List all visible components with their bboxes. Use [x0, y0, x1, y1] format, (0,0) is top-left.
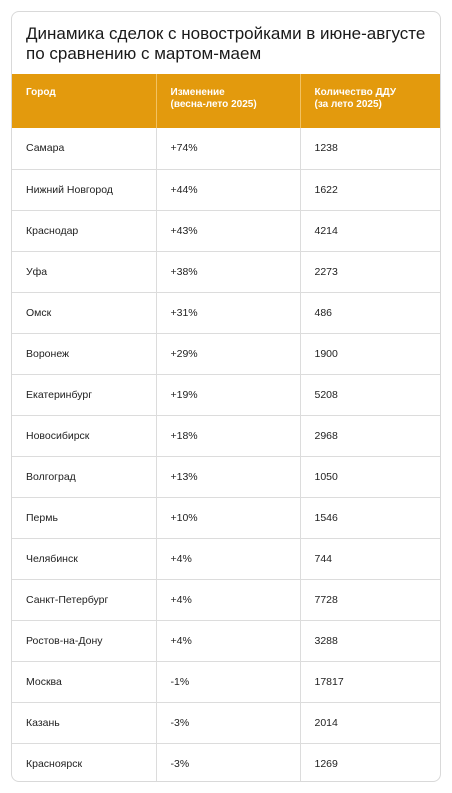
table-row — [12, 169, 441, 210]
header-count-label: Количество ДДУ — [314, 87, 397, 98]
cell-count: 2968 — [300, 415, 441, 456]
cell-count: 5208 — [300, 374, 441, 415]
cell-count: 17817 — [300, 661, 441, 702]
cell-city: Пермь — [12, 497, 156, 538]
cell-city: Санкт-Петербург — [12, 579, 156, 620]
deals-table — [12, 74, 441, 782]
table-row — [12, 292, 441, 333]
cell-city: Екатеринбург — [12, 374, 156, 415]
table-row — [12, 251, 441, 292]
cell-count: 744 — [300, 538, 441, 579]
table-row — [12, 415, 441, 456]
header-change-sublabel: (весна-лето 2025) — [170, 99, 257, 110]
table-row — [12, 538, 441, 579]
cell-city: Нижний Новгород — [12, 169, 156, 210]
table-row — [12, 497, 441, 538]
cell-count: 1622 — [300, 169, 441, 210]
cell-count: 1050 — [300, 456, 441, 497]
cell-city: Воронеж — [12, 333, 156, 374]
header-count-sublabel: (за лето 2025) — [314, 99, 382, 110]
header-change — [156, 74, 300, 128]
cell-city: Уфа — [12, 251, 156, 292]
cell-city: Волгоград — [12, 456, 156, 497]
cell-change: +4% — [156, 538, 300, 579]
table-row — [12, 456, 441, 497]
table-title: Динамика сделок с новостройками в июне-августе по сравнению с мартом-маем — [26, 24, 426, 63]
cell-city: Новосибирск — [12, 415, 156, 456]
table-header-row — [12, 74, 441, 128]
cell-change: +31% — [156, 292, 300, 333]
cell-change: -3% — [156, 702, 300, 743]
cell-count: 486 — [300, 292, 441, 333]
cell-count: 1238 — [300, 128, 441, 169]
cell-change: -3% — [156, 743, 300, 782]
cell-count: 4214 — [300, 210, 441, 251]
table-row — [12, 743, 441, 782]
cell-change: +10% — [156, 497, 300, 538]
table-row — [12, 702, 441, 743]
cell-city: Ростов-на-Дону — [12, 620, 156, 661]
cell-change: +18% — [156, 415, 300, 456]
cell-count: 1269 — [300, 743, 441, 782]
cell-city: Казань — [12, 702, 156, 743]
cell-count: 2014 — [300, 702, 441, 743]
cell-count: 2273 — [300, 251, 441, 292]
table-row — [12, 661, 441, 702]
cell-city: Челябинск — [12, 538, 156, 579]
cell-city: Омск — [12, 292, 156, 333]
cell-change: +44% — [156, 169, 300, 210]
cell-city: Самара — [26, 142, 65, 155]
cell-change: -1% — [156, 661, 300, 702]
cell-count: 7728 — [300, 579, 441, 620]
cell-change: +38% — [156, 251, 300, 292]
table-row — [12, 620, 441, 661]
cell-change: +4% — [156, 579, 300, 620]
cell-city: Москва — [12, 661, 156, 702]
cell-count: 1546 — [300, 497, 441, 538]
table-row — [12, 579, 441, 620]
cell-count: 1900 — [300, 333, 441, 374]
cell-change: +29% — [156, 333, 300, 374]
table-row — [12, 210, 441, 251]
cell-change: +13% — [156, 456, 300, 497]
table-card — [11, 11, 441, 782]
cell-change: +74% — [156, 128, 300, 169]
cell-change: +4% — [156, 620, 300, 661]
table-row — [12, 333, 441, 374]
cell-change: +19% — [156, 374, 300, 415]
header-change-label: Изменение — [170, 87, 225, 98]
table-row — [12, 128, 441, 169]
cell-city: Красноярск — [12, 743, 156, 782]
table-row — [12, 374, 441, 415]
header-city — [12, 74, 156, 128]
table-body — [12, 128, 441, 782]
cell-change: +43% — [156, 210, 300, 251]
header-count — [300, 74, 441, 128]
cell-city: Краснодар — [12, 210, 156, 251]
cell-count: 3288 — [300, 620, 441, 661]
header-city-label: Город — [26, 87, 56, 98]
